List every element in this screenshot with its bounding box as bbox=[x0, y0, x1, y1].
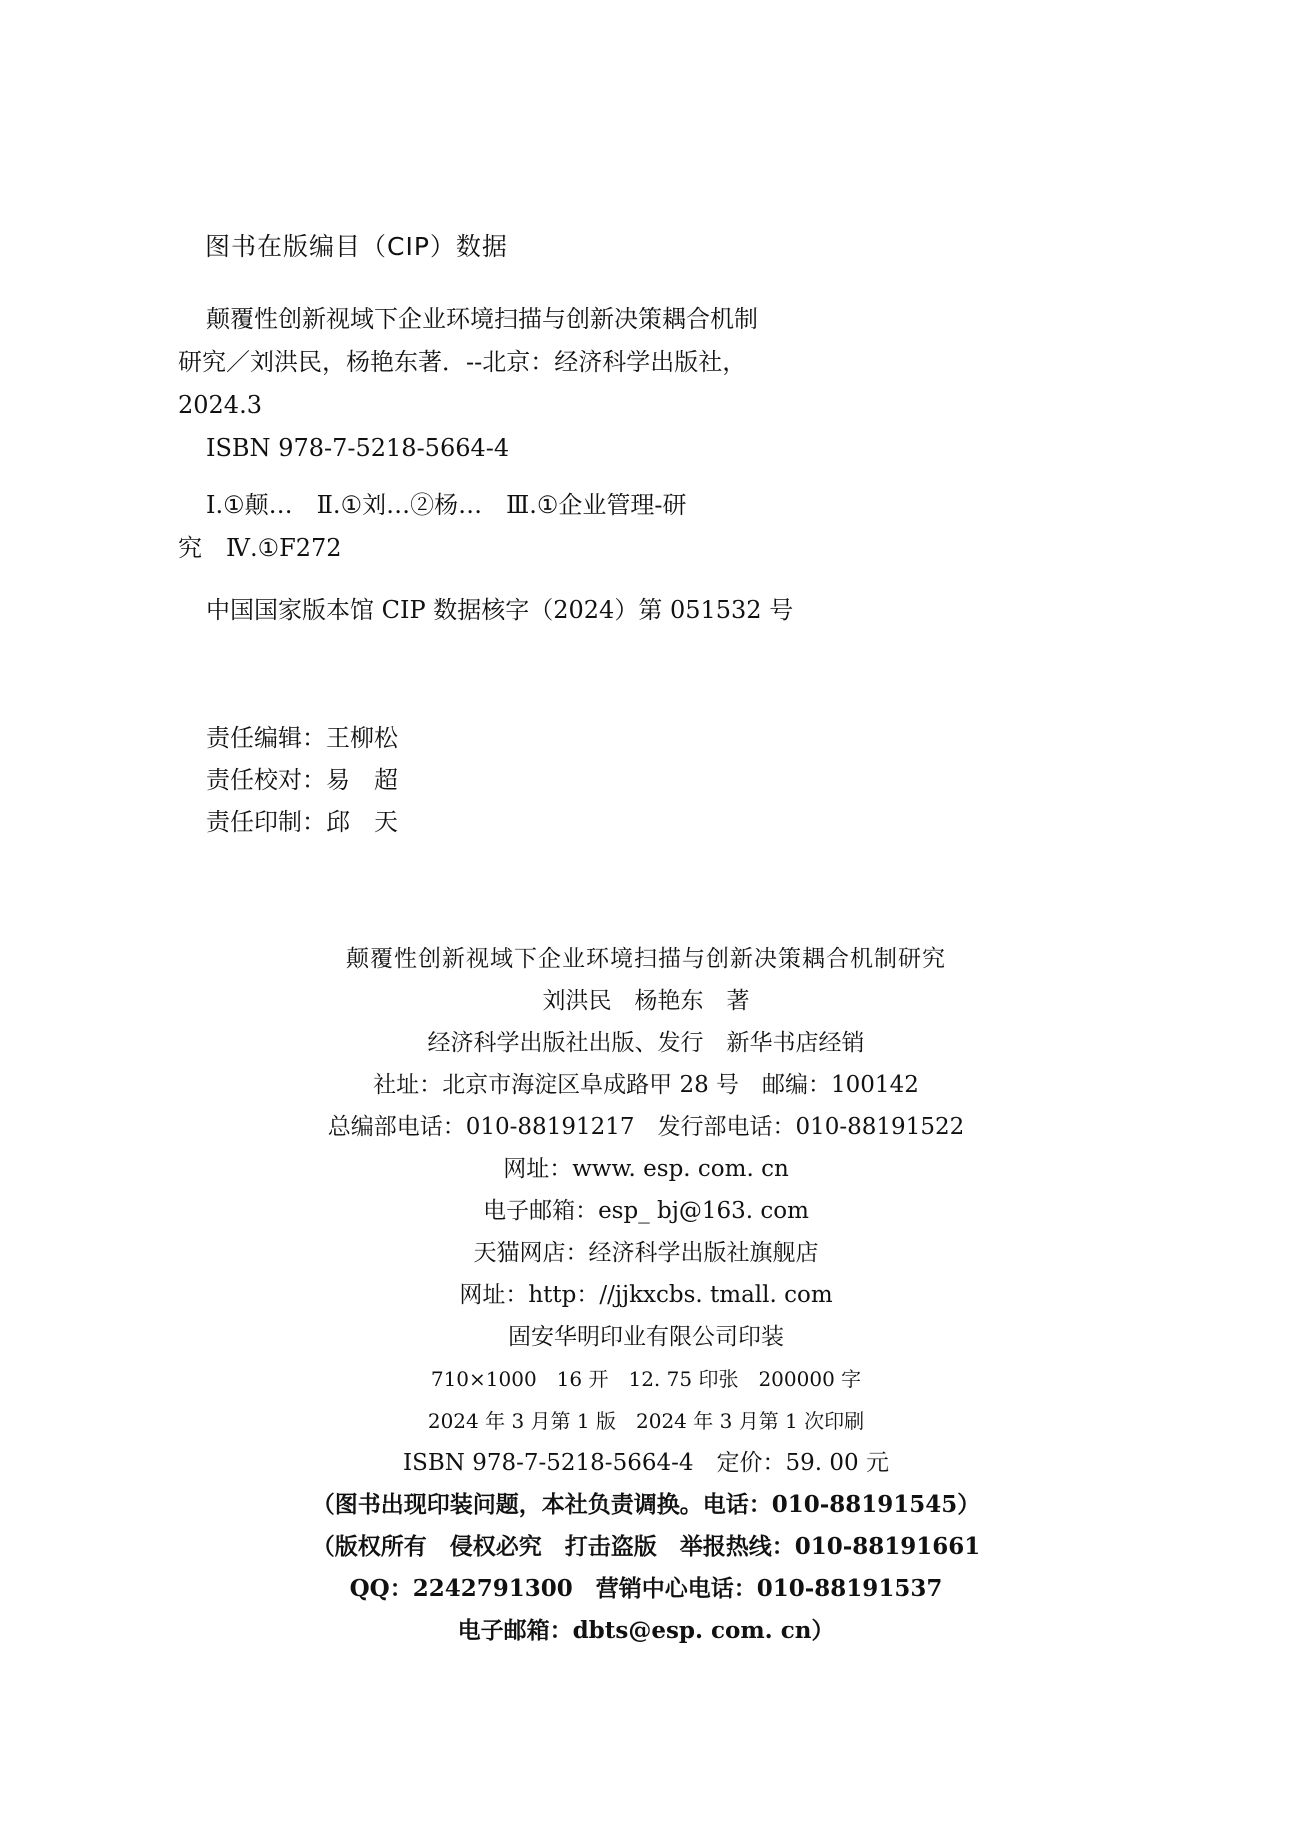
staff-row bbox=[206, 717, 398, 759]
cip-catalog bbox=[178, 484, 686, 570]
cip-catalog-line: Ⅰ.①颠… Ⅱ.①刘…②杨… Ⅲ.①企业管理-研 bbox=[206, 491, 687, 519]
edition: 2024 年 3 月第 1 版 2024 年 3 月第 1 次印刷 bbox=[427, 1409, 865, 1433]
cip-isbn: ISBN 978-7-5218-5664-4 bbox=[206, 434, 510, 462]
publisher: 经济科学出版社出版、发行 新华书店经销 bbox=[427, 1030, 865, 1056]
notice-line: QQ：2242791300 营销中心电话：010-88191537 bbox=[349, 1575, 943, 1602]
notice-line: 电子邮箱：dbts@esp. com. cn） bbox=[457, 1617, 835, 1644]
isbn-price: ISBN 978-7-5218-5664-4 定价：59. 00 元 bbox=[403, 1450, 889, 1476]
book-title: 颠覆性创新视域下企业环境扫描与创新决策耦合机制研究 bbox=[346, 946, 946, 972]
colophon bbox=[0, 938, 1292, 1652]
staff-name: 易 超 bbox=[326, 766, 398, 794]
staff-credits bbox=[206, 717, 398, 843]
cip-description-line: 研究／刘洪民，杨艳东著．--北京：经济科学出版社， bbox=[178, 348, 747, 376]
address: 社址：北京市海淀区阜成路甲 28 号 邮编：100142 bbox=[373, 1072, 919, 1098]
staff-row bbox=[206, 759, 398, 801]
cip-description bbox=[178, 298, 818, 470]
phones: 总编部电话：010-88191217 发行部电话：010-88191522 bbox=[327, 1114, 965, 1140]
printer: 固安华明印业有限公司印装 bbox=[508, 1324, 784, 1350]
website: 网址：www. esp. com. cn bbox=[503, 1156, 789, 1182]
cip-description-line: 颠覆性创新视域下企业环境扫描与创新决策耦合机制 bbox=[206, 305, 758, 333]
cip-number: 中国国家版本馆 CIP 数据核字（2024）第 051532 号 bbox=[206, 596, 794, 624]
staff-role: 责任印制： bbox=[206, 808, 326, 836]
authors: 刘洪民 杨艳东 著 bbox=[542, 988, 750, 1014]
cip-description-line: 2024.3 bbox=[178, 391, 262, 419]
staff-row bbox=[206, 801, 398, 843]
staff-name: 邱 天 bbox=[326, 808, 398, 836]
notice-line: （版权所有 侵权必究 打击盗版 举报热线：010-88191661 bbox=[311, 1533, 981, 1560]
cip-catalog-line: 究 Ⅳ.①F272 bbox=[178, 534, 342, 562]
tmall-shop: 天猫网店：经济科学出版社旗舰店 bbox=[473, 1240, 819, 1266]
staff-name: 王柳松 bbox=[326, 724, 398, 752]
tmall-url: 网址：http：//jjkxcbs. tmall. com bbox=[459, 1282, 833, 1308]
format: 710×1000 16 开 12. 75 印张 200000 字 bbox=[430, 1367, 862, 1391]
staff-role: 责任校对： bbox=[206, 766, 326, 794]
staff-role: 责任编辑： bbox=[206, 724, 326, 752]
email: 电子邮箱：esp_ bj@163. com bbox=[483, 1198, 809, 1224]
notice-line: （图书出现印装问题，本社负责调换。电话：010-88191545） bbox=[311, 1491, 981, 1518]
cip-heading: 图书在版编目（CIP）数据 bbox=[205, 232, 508, 261]
